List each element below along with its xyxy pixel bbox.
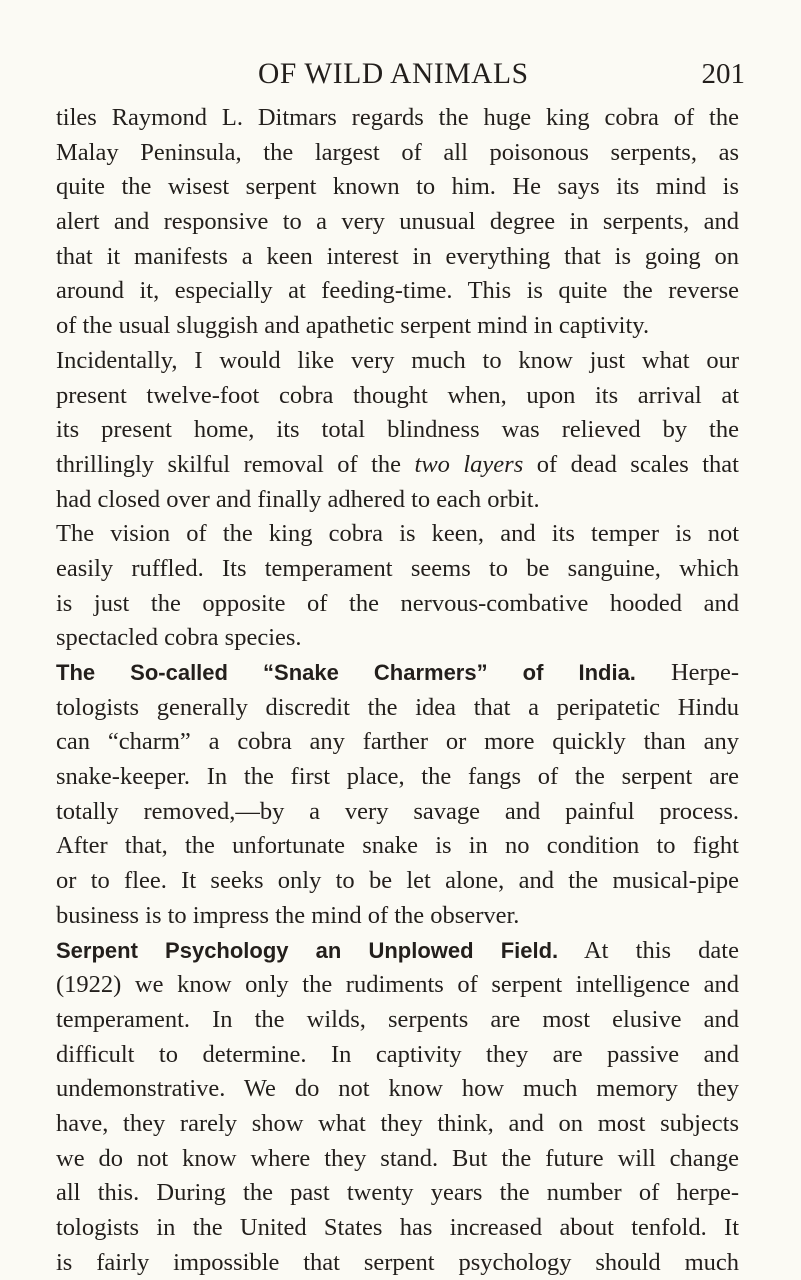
text-line: spectacled cobra species.	[56, 624, 302, 652]
text-line: around it, especially at feeding-time. This is quite the reverse	[56, 277, 739, 305]
text-line: (1922) we know only the rudiments of serpent intelligence and	[56, 971, 739, 999]
text-line: is fairly impossible that serpent psychology should much	[56, 1248, 739, 1276]
body-text	[56, 101, 739, 1280]
text-line: we do not know where they stand. But the future will change	[56, 1144, 739, 1172]
text-line: have, they rarely show what they think, and on most subjects	[56, 1109, 739, 1137]
text-line: tologists in the United States has increased about tenfold. It	[56, 1214, 739, 1241]
text-line: Serpent Psychology an Unplowed Field. At this date	[56, 936, 739, 964]
text-line: Incidentally, I would like very much to know just what our	[56, 346, 739, 374]
text-line: is just the opposite of the nervous-combative hooded and	[56, 589, 739, 617]
text-line: Malay Peninsula, the largest of all poisonous serpents, as	[56, 138, 739, 166]
text-line: alert and responsive to a very unusual degree in serpents, and	[56, 208, 739, 236]
text-line: tologists generally discredit the idea that a peripatetic Hindu	[56, 693, 739, 721]
text-line: or to flee. It seeks only to be let alone, and the musical-pipe	[56, 867, 739, 895]
text-line: undemonstrative. We do not know how much memory they	[56, 1075, 739, 1103]
text-line: thrillingly skilful removal of the two layers of dead scales that	[56, 450, 739, 478]
text-line: After that, the unfortunate snake is in no condition to fight	[56, 832, 739, 860]
text-line: easily ruffled. Its temperament seems to be sanguine, which	[56, 554, 739, 582]
running-head	[0, 54, 801, 94]
text-line: its present home, its total blindness was relieved by the	[56, 416, 739, 444]
text-line: The vision of the king cobra is keen, and its temper is not	[56, 520, 739, 548]
emphasis: two layers	[414, 450, 524, 478]
running-title: OF WILD ANIMALS	[258, 58, 529, 90]
section-heading: The So-called “Snake Charmers” of India.	[56, 660, 636, 685]
text-line: of the usual sluggish and apathetic serpent mind in captivity.	[56, 312, 650, 340]
text-line: snake-keeper. In the first place, the fangs of the serpent are	[56, 763, 739, 791]
page-number: 201	[701, 58, 745, 90]
text-line: can “charm” a cobra any farther or more quickly than any	[56, 728, 739, 756]
text-line: business is to impress the mind of the observer.	[56, 901, 520, 929]
section-heading: Serpent Psychology an Unplowed Field.	[56, 937, 559, 963]
text-line: that it manifests a keen interest in everything that is going on	[56, 242, 739, 270]
text-line: quite the wisest serpent known to him. He says its mind is	[56, 173, 739, 201]
text-line: difficult to determine. In captivity they are passive and	[56, 1040, 739, 1068]
text-line: present twelve-foot cobra thought when, upon its arrival at	[56, 381, 739, 409]
text-line: tiles Raymond L. Ditmars regards the huge king cobra of the	[56, 104, 739, 131]
text-line: totally removed,—by a very savage and painful process.	[56, 797, 739, 825]
text-line: temperament. In the wilds, serpents are most elusive and	[56, 1005, 739, 1033]
text-line: had closed over and finally adhered to each orbit.	[56, 485, 540, 513]
text-line: all this. During the past twenty years the number of herpe-	[56, 1179, 739, 1207]
text-line: The So-called “Snake Charmers” of India. Herpe-	[56, 659, 739, 686]
